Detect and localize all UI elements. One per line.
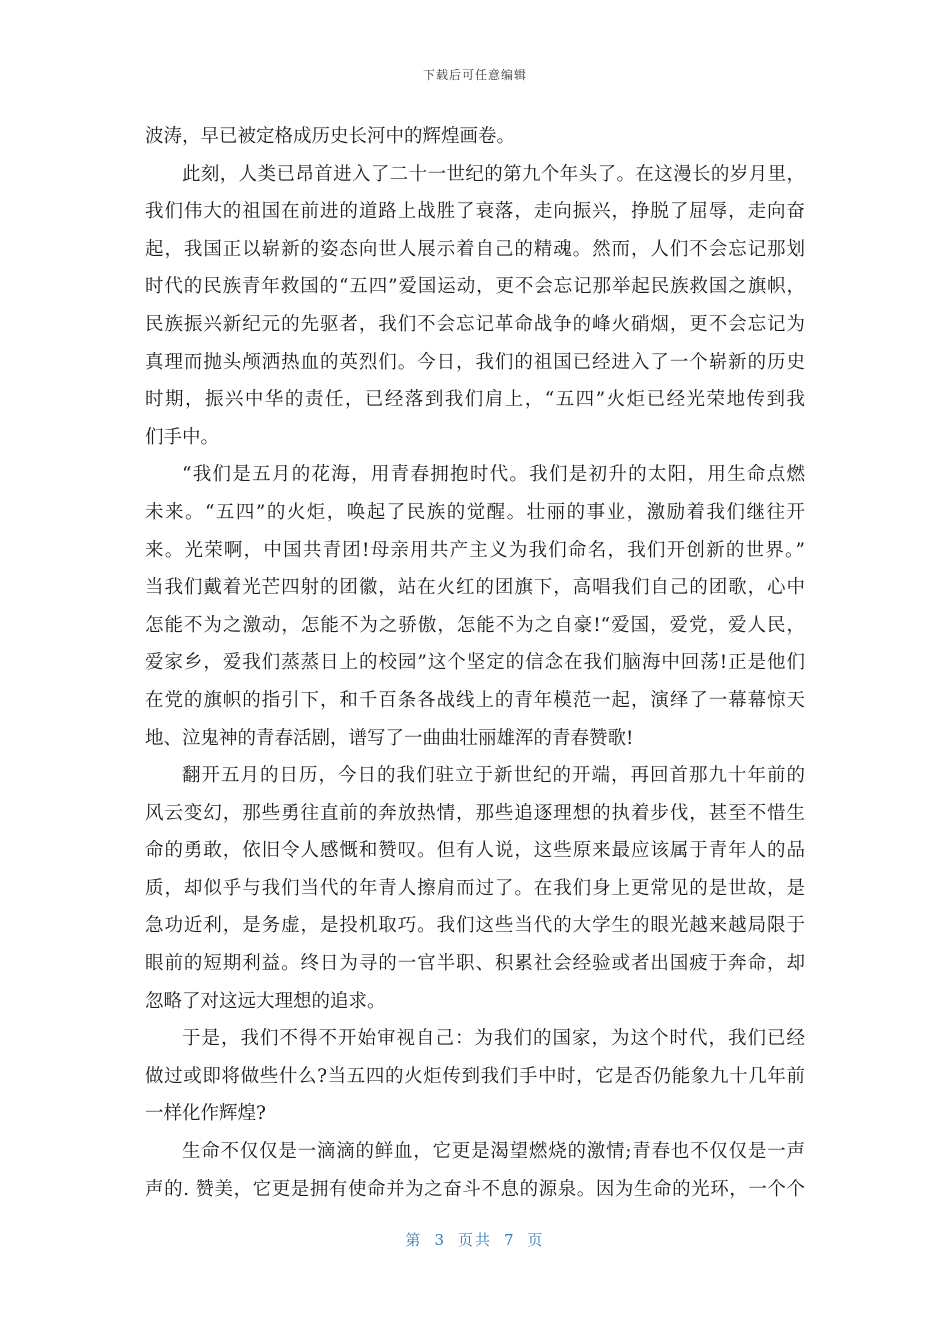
text-line: 做过或即将做些什么?当五四的火炬传到我们手中时，它是否仍能象九十几年前 (145, 1065, 805, 1087)
text-line: 来。光荣啊，中国共青团!母亲用共产主义为我们命名，我们开创新的世界。” (145, 539, 805, 561)
text-line: 时代的民族青年救国的“五四”爱国运动，更不会忘记那举起民族救国之旗帜， (145, 276, 805, 298)
text-line: 起，我国正以崭新的姿态向世人展示着自己的精魂。然而，人们不会忘记那划 (145, 238, 805, 260)
footer-prefix: 第 (405, 1231, 423, 1249)
footer-middle: 页共 (457, 1231, 492, 1249)
page-header: 下载后可任意编辑 (422, 68, 527, 82)
text-line: 时期，振兴中华的责任，已经落到我们肩上，“五四”火炬已经光荣地传到我 (145, 389, 805, 411)
text-line: 在党的旗帜的指引下，和千百条各战线上的青年模范一起，演绎了一幕幕惊天 (145, 689, 805, 711)
text-line: 忽略了对这远大理想的追求。 (145, 990, 386, 1012)
page-footer (0, 1229, 950, 1250)
text-line: 当我们戴着光芒四射的团徽，站在火红的团旗下，高唱我们自己的团歌，心中 (145, 577, 805, 599)
text-line: 风云变幻，那些勇往直前的奔放热情，那些追逐理想的执着步伐，甚至不惜生 (145, 802, 805, 824)
text-line: 们手中。 (145, 426, 220, 448)
text-line: 翻开五月的日历，今日的我们驻立于新世纪的开端，再回首那九十年前的 (182, 765, 805, 787)
footer-total-pages: 7 (504, 1231, 516, 1249)
text-line: 一样化作辉煌? (145, 1103, 266, 1125)
footer-current-page: 3 (434, 1231, 446, 1249)
document-body (145, 118, 805, 1208)
text-line: 此刻，人类已昂首进入了二十一世纪的第九个年头了。在这漫长的岁月里， (182, 163, 805, 185)
text-line: 眼前的短期利益。终日为寻的一官半职、积累社会经验或者出国疲于奔命，却 (145, 953, 805, 975)
text-line: 生命不仅仅是一滴滴的鲜血，它更是渴望燃烧的激情;青春也不仅仅是一声 (182, 1141, 805, 1163)
text-line: 怎能不为之激动，怎能不为之骄傲，怎能不为之自豪!“爱国，爱党，爱人民， (145, 614, 805, 636)
text-line: 声的. 赞美，它更是拥有使命并为之奋斗不息的源泉。因为生命的光环，一个个 (145, 1178, 805, 1200)
text-line: 我们伟大的祖国在前进的道路上战胜了衰落，走向振兴，挣脱了屈辱，走向奋 (145, 201, 805, 223)
text-line: “我们是五月的花海，用青春拥抱时代。我们是初升的太阳，用生命点燃 (182, 464, 805, 486)
text-line: 真理而抛头颅洒热血的英烈们。今日，我们的祖国已经进入了一个崭新的历史 (145, 351, 805, 373)
text-line: 地、泣鬼神的青春活剧，谱写了一曲曲壮丽雄浑的青春赞歌! (145, 727, 634, 749)
text-line: 波涛，早已被定格成历史长河中的辉煌画卷。 (145, 126, 516, 147)
text-line: 民族振兴新纪元的先驱者，我们不会忘记革命战争的峰火硝烟，更不会忘记为 (145, 313, 805, 335)
text-line: 急功近利，是务虚，是投机取巧。我们这些当代的大学生的眼光越来越局限于 (145, 915, 805, 937)
text-line: 命的勇敢，依旧令人感慨和赞叹。但有人说，这些原来最应该属于青年人的品 (145, 840, 805, 862)
footer-suffix: 页 (527, 1231, 545, 1249)
text-line: 未来。“五四”的火炬，唤起了民族的觉醒。壮丽的事业，激励着我们继往开 (145, 501, 805, 523)
text-line: 爱家乡，爱我们蒸蒸日上的校园”这个坚定的信念在我们脑海中回荡!正是他们 (145, 652, 805, 674)
text-line: 质，却似乎与我们当代的年青人擦肩而过了。在我们身上更常见的是世故，是 (145, 877, 805, 899)
text-line: 于是，我们不得不开始审视自己：为我们的国家，为这个时代，我们已经 (182, 1028, 805, 1050)
